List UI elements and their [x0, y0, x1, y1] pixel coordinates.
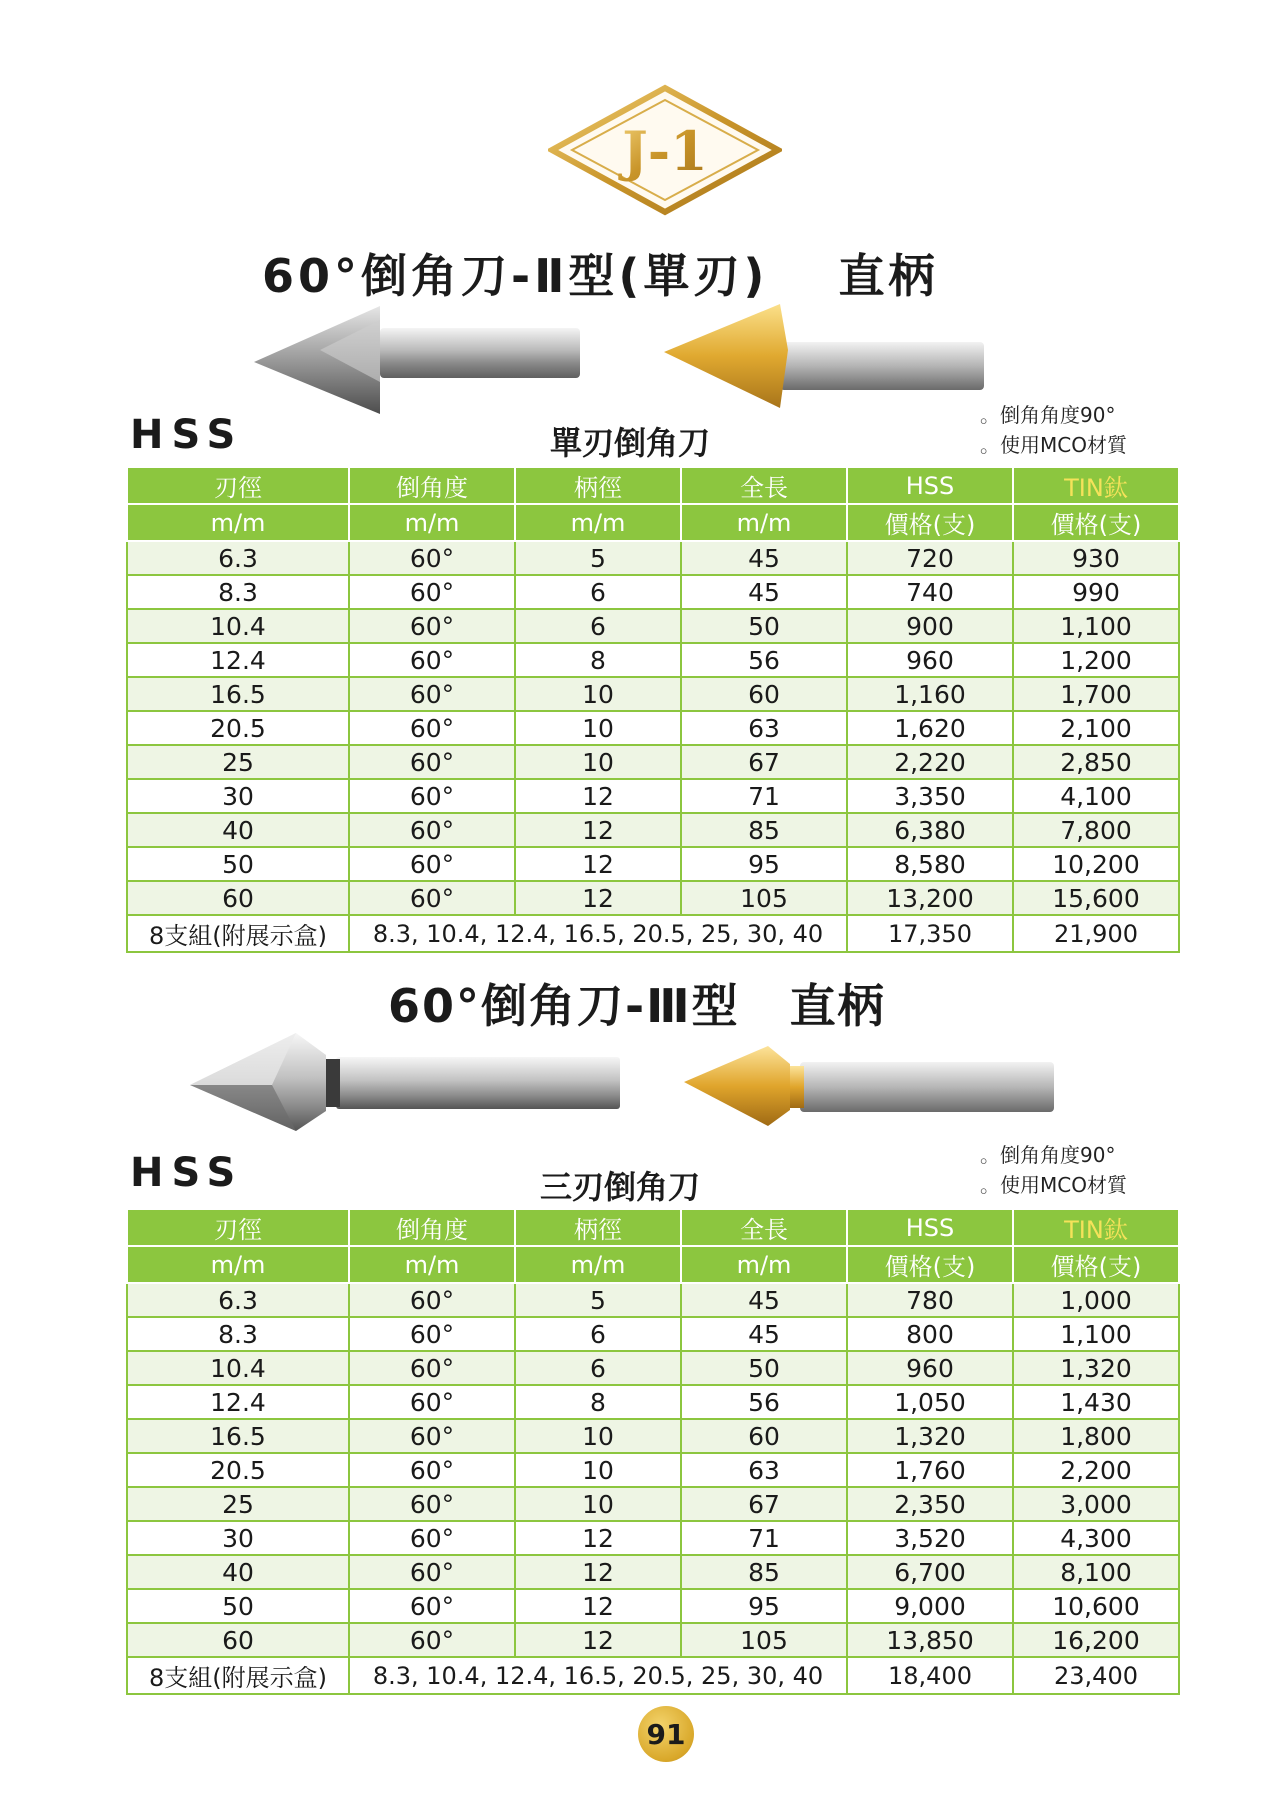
- note-material: 。 使用MCO材質: [980, 1170, 1127, 1200]
- shank-diameter: 10: [515, 1487, 681, 1521]
- cutter-diameter: 60: [127, 881, 349, 915]
- shank-diameter: 8: [515, 643, 681, 677]
- section2-title-text: 60°倒角刀-Ⅲ型: [388, 979, 740, 1033]
- table-row: [127, 643, 1179, 677]
- table-row: [127, 847, 1179, 881]
- tin-price: 1,100: [1013, 609, 1179, 643]
- chamfer-angle: 60°: [349, 1589, 515, 1623]
- shank-diameter: 6: [515, 1317, 681, 1351]
- cutter-diameter: 8.3: [127, 1317, 349, 1351]
- header-cell: 全長: [681, 1209, 847, 1246]
- cutter-diameter: 50: [127, 1589, 349, 1623]
- tin-price: 10,600: [1013, 1589, 1179, 1623]
- chamfer-angle: 60°: [349, 779, 515, 813]
- tin-price: 1,430: [1013, 1385, 1179, 1419]
- cutter-diameter: 10.4: [127, 1351, 349, 1385]
- table-header-row: [127, 1209, 1179, 1246]
- table-row: [127, 1589, 1179, 1623]
- table-row: [127, 1283, 1179, 1317]
- shank-diameter: 12: [515, 1589, 681, 1623]
- chamfer-angle: 60°: [349, 1623, 515, 1657]
- section1-shank: 直柄: [838, 249, 939, 303]
- shank-diameter: 12: [515, 847, 681, 881]
- tool-image-single-flute-tin: [660, 300, 990, 410]
- shank-diameter: 6: [515, 609, 681, 643]
- tin-price: 10,200: [1013, 847, 1179, 881]
- tin-price: 1,200: [1013, 643, 1179, 677]
- header-cell: 價格(支): [1013, 504, 1179, 541]
- section1-material: HSS: [130, 412, 244, 458]
- cutter-diameter: 50: [127, 847, 349, 881]
- cutter-diameter: 25: [127, 745, 349, 779]
- section1-title-text: 60°倒角刀-Ⅱ型(單刃): [262, 249, 769, 303]
- table-set-row: [127, 1657, 1179, 1694]
- overall-length: 105: [681, 881, 847, 915]
- shank-diameter: 12: [515, 813, 681, 847]
- header-cell: m/m: [681, 504, 847, 541]
- hss-price: 960: [847, 1351, 1013, 1385]
- section-badge: [548, 84, 782, 216]
- cutter-diameter: 8.3: [127, 575, 349, 609]
- cutter-diameter: 10.4: [127, 609, 349, 643]
- table-set-row: [127, 915, 1179, 952]
- table-row: [127, 779, 1179, 813]
- overall-length: 67: [681, 745, 847, 779]
- shank-diameter: 10: [515, 745, 681, 779]
- overall-length: 63: [681, 1453, 847, 1487]
- tin-price: 1,320: [1013, 1351, 1179, 1385]
- note-angle: 。 倒角角度90°: [980, 1140, 1127, 1170]
- table-row: [127, 1487, 1179, 1521]
- shank-diameter: 8: [515, 1385, 681, 1419]
- tin-price: 8,100: [1013, 1555, 1179, 1589]
- overall-length: 50: [681, 609, 847, 643]
- cutter-diameter: 12.4: [127, 643, 349, 677]
- table-row: [127, 1419, 1179, 1453]
- shank-diameter: 10: [515, 1419, 681, 1453]
- header-cell: HSS: [847, 467, 1013, 504]
- hss-price: 1,760: [847, 1453, 1013, 1487]
- hss-price: 960: [847, 643, 1013, 677]
- overall-length: 105: [681, 1623, 847, 1657]
- header-cell: 價格(支): [847, 504, 1013, 541]
- cutter-diameter: 40: [127, 813, 349, 847]
- hss-price: 780: [847, 1283, 1013, 1317]
- hss-price: 3,350: [847, 779, 1013, 813]
- shank-diameter: 12: [515, 1623, 681, 1657]
- tin-price: 4,300: [1013, 1521, 1179, 1555]
- chamfer-angle: 60°: [349, 1385, 515, 1419]
- chamfer-angle: 60°: [349, 847, 515, 881]
- header-cell: m/m: [681, 1246, 847, 1283]
- table-row: [127, 609, 1179, 643]
- shank-diameter: 12: [515, 779, 681, 813]
- chamfer-angle: 60°: [349, 677, 515, 711]
- table-header-row: [127, 1246, 1179, 1283]
- shank-diameter: 10: [515, 1453, 681, 1487]
- tin-price: 4,100: [1013, 779, 1179, 813]
- chamfer-angle: 60°: [349, 1555, 515, 1589]
- hss-price: 8,580: [847, 847, 1013, 881]
- section1-title: [262, 240, 938, 306]
- shank-diameter: 5: [515, 541, 681, 575]
- header-cell: m/m: [515, 1246, 681, 1283]
- tin-price: 7,800: [1013, 813, 1179, 847]
- shank-diameter: 12: [515, 1521, 681, 1555]
- table-row: [127, 575, 1179, 609]
- cutter-diameter: 16.5: [127, 1419, 349, 1453]
- header-cell: m/m: [127, 1246, 349, 1283]
- tin-price: 3,000: [1013, 1487, 1179, 1521]
- header-cell: m/m: [349, 504, 515, 541]
- shank-diameter: 12: [515, 1555, 681, 1589]
- tin-price: 990: [1013, 575, 1179, 609]
- overall-length: 95: [681, 847, 847, 881]
- chamfer-angle: 60°: [349, 711, 515, 745]
- overall-length: 56: [681, 643, 847, 677]
- cutter-diameter: 40: [127, 1555, 349, 1589]
- table-row: [127, 813, 1179, 847]
- header-cell: 刃徑: [127, 467, 349, 504]
- tin-price: 2,850: [1013, 745, 1179, 779]
- overall-length: 85: [681, 1555, 847, 1589]
- chamfer-angle: 60°: [349, 1487, 515, 1521]
- section2-material: HSS: [130, 1150, 244, 1196]
- set-hss-price: 18,400: [847, 1657, 1013, 1694]
- header-cell: 倒角度: [349, 1209, 515, 1246]
- chamfer-angle: 60°: [349, 745, 515, 779]
- table-row: [127, 1521, 1179, 1555]
- overall-length: 85: [681, 813, 847, 847]
- chamfer-angle: 60°: [349, 1317, 515, 1351]
- chamfer-angle: 60°: [349, 1453, 515, 1487]
- section1-subtitle: 單刃倒角刀: [550, 424, 711, 462]
- section2-shank: 直柄: [789, 979, 886, 1033]
- set-hss-price: 17,350: [847, 915, 1013, 952]
- page-number: 91: [638, 1706, 694, 1762]
- overall-length: 50: [681, 1351, 847, 1385]
- overall-length: 45: [681, 1283, 847, 1317]
- table-row: [127, 1317, 1179, 1351]
- hss-price: 1,160: [847, 677, 1013, 711]
- overall-length: 71: [681, 1521, 847, 1555]
- hss-price: 2,220: [847, 745, 1013, 779]
- table-row: [127, 745, 1179, 779]
- note-angle: 。 倒角角度90°: [980, 400, 1127, 430]
- section1-price-table: [126, 466, 1180, 953]
- cutter-diameter: 16.5: [127, 677, 349, 711]
- tool-image-single-flute-hss: [250, 300, 590, 420]
- chamfer-angle: 60°: [349, 643, 515, 677]
- tin-price: 930: [1013, 541, 1179, 575]
- section2-price-table: [126, 1208, 1180, 1695]
- cutter-diameter: 30: [127, 1521, 349, 1555]
- overall-length: 45: [681, 575, 847, 609]
- overall-length: 67: [681, 1487, 847, 1521]
- shank-diameter: 6: [515, 1351, 681, 1385]
- header-cell: m/m: [515, 504, 681, 541]
- set-tin-price: 23,400: [1013, 1657, 1179, 1694]
- header-cell: 柄徑: [515, 1209, 681, 1246]
- chamfer-angle: 60°: [349, 541, 515, 575]
- table-row: [127, 677, 1179, 711]
- cutter-diameter: 25: [127, 1487, 349, 1521]
- chamfer-angle: 60°: [349, 1521, 515, 1555]
- hss-price: 9,000: [847, 1589, 1013, 1623]
- table-row: [127, 1623, 1179, 1657]
- chamfer-angle: 60°: [349, 1351, 515, 1385]
- overall-length: 45: [681, 1317, 847, 1351]
- chamfer-angle: 60°: [349, 1283, 515, 1317]
- tin-price: 2,200: [1013, 1453, 1179, 1487]
- tin-price: 2,100: [1013, 711, 1179, 745]
- tin-price: 1,800: [1013, 1419, 1179, 1453]
- cutter-diameter: 60: [127, 1623, 349, 1657]
- tin-price: 1,100: [1013, 1317, 1179, 1351]
- section1-notes: [980, 400, 1127, 460]
- overall-length: 60: [681, 677, 847, 711]
- header-cell: 價格(支): [847, 1246, 1013, 1283]
- section2-notes: [980, 1140, 1127, 1200]
- hss-price: 720: [847, 541, 1013, 575]
- shank-diameter: 5: [515, 1283, 681, 1317]
- hss-price: 1,320: [847, 1419, 1013, 1453]
- header-cell: m/m: [349, 1246, 515, 1283]
- header-cell: 柄徑: [515, 467, 681, 504]
- hss-price: 6,700: [847, 1555, 1013, 1589]
- table-row: [127, 711, 1179, 745]
- set-tin-price: 21,900: [1013, 915, 1179, 952]
- header-cell: 倒角度: [349, 467, 515, 504]
- hss-price: 13,200: [847, 881, 1013, 915]
- hss-price: 900: [847, 609, 1013, 643]
- tool-image-three-flute-tin: [680, 1040, 1060, 1130]
- hss-price: 1,620: [847, 711, 1013, 745]
- cutter-diameter: 30: [127, 779, 349, 813]
- cutter-diameter: 20.5: [127, 1453, 349, 1487]
- cutter-diameter: 20.5: [127, 711, 349, 745]
- table-header-row: [127, 504, 1179, 541]
- set-sizes: 8.3, 10.4, 12.4, 16.5, 20.5, 25, 30, 40: [349, 1657, 847, 1694]
- header-cell: TIN鈦: [1013, 1209, 1179, 1246]
- overall-length: 71: [681, 779, 847, 813]
- shank-diameter: 12: [515, 881, 681, 915]
- hss-price: 6,380: [847, 813, 1013, 847]
- set-label: 8支組(附展示盒): [127, 1657, 349, 1694]
- shank-diameter: 6: [515, 575, 681, 609]
- hss-price: 2,350: [847, 1487, 1013, 1521]
- chamfer-angle: 60°: [349, 575, 515, 609]
- cutter-diameter: 12.4: [127, 1385, 349, 1419]
- chamfer-angle: 60°: [349, 1419, 515, 1453]
- header-cell: TIN鈦: [1013, 467, 1179, 504]
- section2-subtitle: 三刃倒角刀: [540, 1168, 701, 1206]
- set-label: 8支組(附展示盒): [127, 915, 349, 952]
- chamfer-angle: 60°: [349, 609, 515, 643]
- chamfer-angle: 60°: [349, 881, 515, 915]
- table-row: [127, 1385, 1179, 1419]
- header-cell: 刃徑: [127, 1209, 349, 1246]
- note-material: 。 使用MCO材質: [980, 430, 1127, 460]
- table-row: [127, 1453, 1179, 1487]
- badge-code: J-1: [622, 119, 708, 183]
- header-cell: 全長: [681, 467, 847, 504]
- hss-price: 3,520: [847, 1521, 1013, 1555]
- cutter-diameter: 6.3: [127, 541, 349, 575]
- header-cell: 價格(支): [1013, 1246, 1179, 1283]
- tin-price: 15,600: [1013, 881, 1179, 915]
- chamfer-angle: 60°: [349, 813, 515, 847]
- table-row: [127, 541, 1179, 575]
- header-cell: HSS: [847, 1209, 1013, 1246]
- overall-length: 45: [681, 541, 847, 575]
- shank-diameter: 10: [515, 677, 681, 711]
- table-row: [127, 1555, 1179, 1589]
- cutter-diameter: 6.3: [127, 1283, 349, 1317]
- set-sizes: 8.3, 10.4, 12.4, 16.5, 20.5, 25, 30, 40: [349, 915, 847, 952]
- hss-price: 1,050: [847, 1385, 1013, 1419]
- table-row: [127, 1351, 1179, 1385]
- hss-price: 13,850: [847, 1623, 1013, 1657]
- hss-price: 800: [847, 1317, 1013, 1351]
- overall-length: 56: [681, 1385, 847, 1419]
- overall-length: 60: [681, 1419, 847, 1453]
- tin-price: 16,200: [1013, 1623, 1179, 1657]
- shank-diameter: 10: [515, 711, 681, 745]
- table-header-row: [127, 467, 1179, 504]
- overall-length: 95: [681, 1589, 847, 1623]
- table-row: [127, 881, 1179, 915]
- tin-price: 1,000: [1013, 1283, 1179, 1317]
- header-cell: m/m: [127, 504, 349, 541]
- hss-price: 740: [847, 575, 1013, 609]
- tin-price: 1,700: [1013, 677, 1179, 711]
- overall-length: 63: [681, 711, 847, 745]
- tool-image-three-flute-hss: [186, 1025, 626, 1135]
